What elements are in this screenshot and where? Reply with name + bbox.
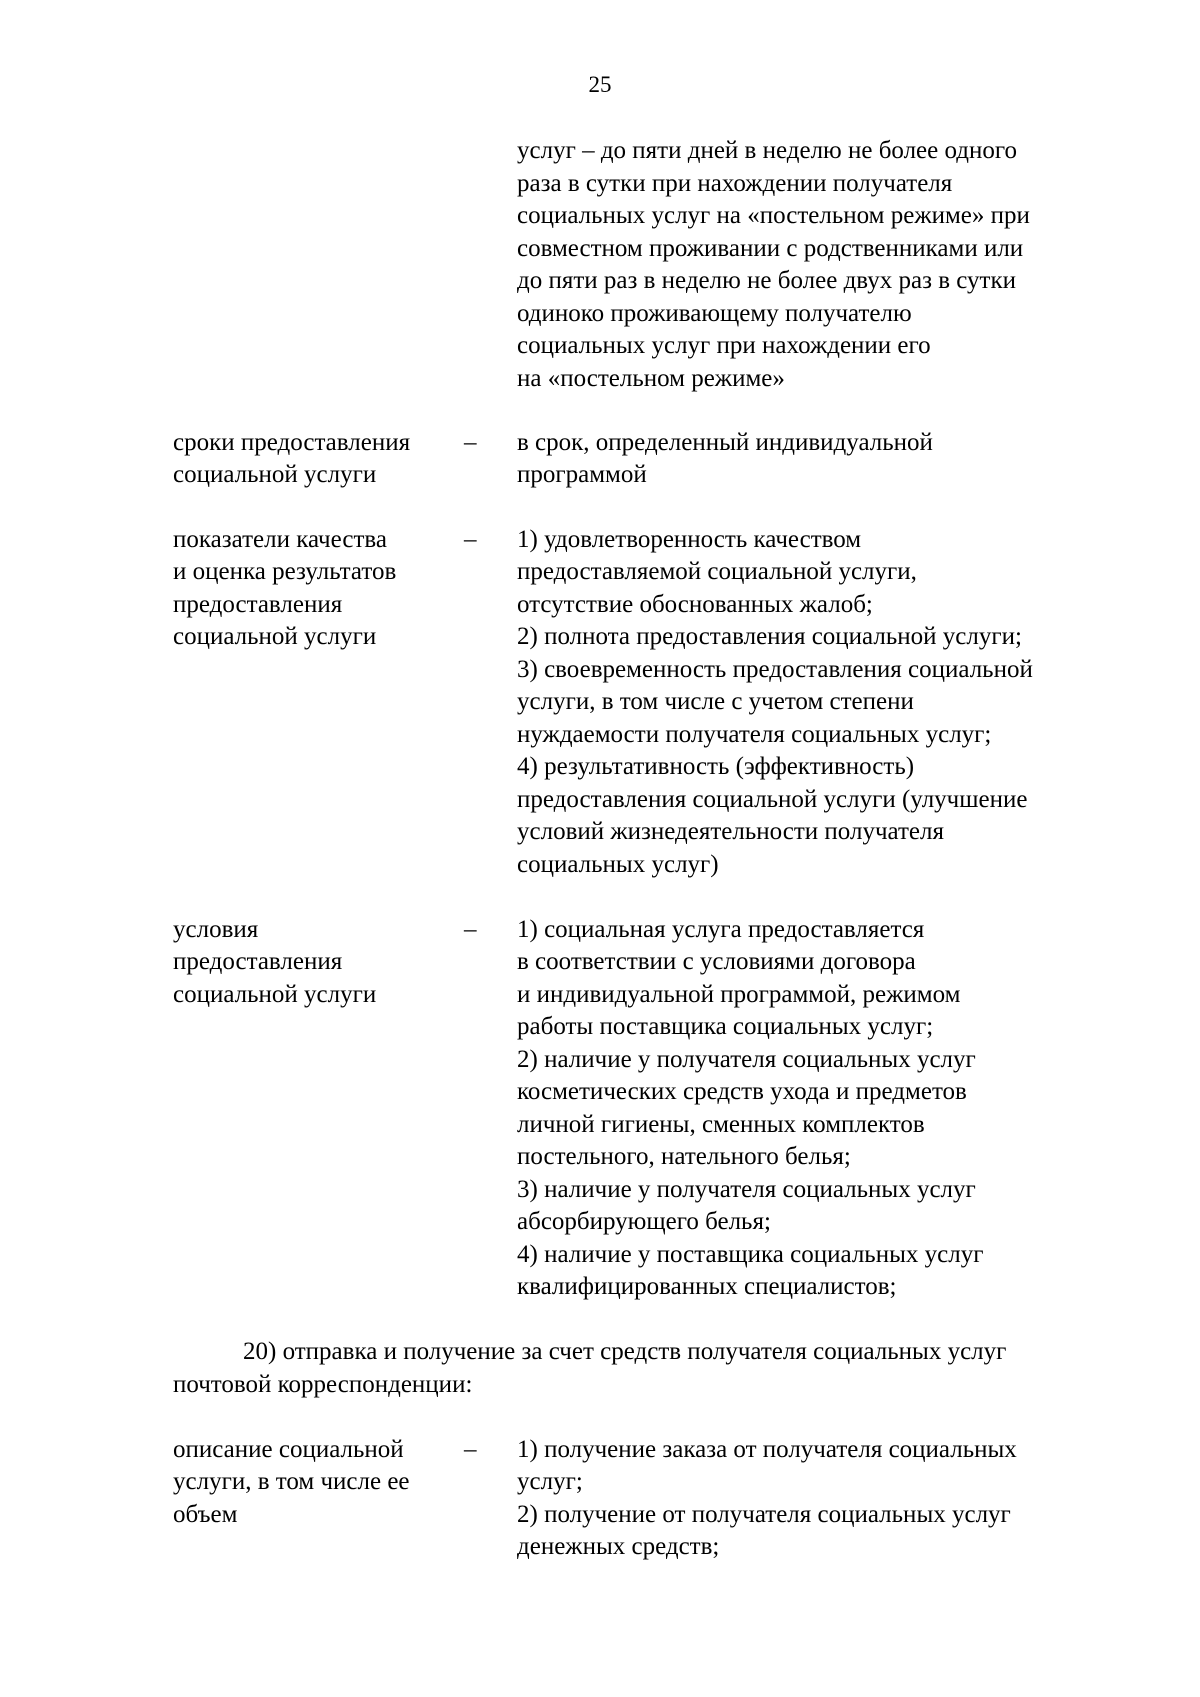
field-value: денежных средств; xyxy=(517,1533,720,1560)
field-label: сроки предоставления xyxy=(173,429,411,456)
field-value: 1) социальная услуга предоставляется xyxy=(517,916,925,943)
field-value: предоставления социальной услуги (улучшение xyxy=(517,786,1028,813)
field-value: 2) получение от получателя социальных услуг xyxy=(517,1501,1011,1528)
field-value: 4) результативность (эффективность) xyxy=(517,753,915,780)
field-value: абсорбирующего белья; xyxy=(517,1208,771,1235)
field-value: услуг; xyxy=(517,1468,583,1495)
field-value: работы поставщика социальных услуг; xyxy=(517,1013,934,1040)
field-label: предоставления xyxy=(173,948,343,975)
field-value: квалифицированных специалистов; xyxy=(517,1273,897,1300)
field-label: описание социальной xyxy=(173,1436,404,1463)
field-label: объем xyxy=(173,1501,238,1528)
field-value: и индивидуальной программой, режимом xyxy=(517,981,961,1008)
field-value: предоставляемой социальной услуги, xyxy=(517,558,917,585)
field-value: условий жизнедеятельности получателя xyxy=(517,818,944,845)
field-value: 1) получение заказа от получателя социальных xyxy=(517,1436,1017,1463)
field-label: социальной услуги xyxy=(173,981,377,1008)
dash-separator: – xyxy=(464,916,477,943)
field-value: личной гигиены, сменных комплектов xyxy=(517,1111,925,1138)
field-value: в соответствии с условиями договора xyxy=(517,948,916,975)
field-label: и оценка результатов xyxy=(173,558,397,585)
dash-separator: – xyxy=(464,526,477,553)
field-label: социальной услуги xyxy=(173,461,377,488)
text-line: одиноко проживающему получателю xyxy=(517,300,912,327)
field-value: 4) наличие у поставщика социальных услуг xyxy=(517,1241,984,1268)
text-line: на «постельном режиме» xyxy=(517,365,785,392)
field-value: программой xyxy=(517,461,647,488)
text-line: до пяти раз в неделю не более двух раз в сутки xyxy=(517,267,1016,294)
field-value: нуждаемости получателя социальных услуг; xyxy=(517,721,992,748)
section-heading-line: почтовой корреспонденции: xyxy=(173,1371,473,1398)
field-label: показатели качества xyxy=(173,526,387,553)
field-label: социальной услуги xyxy=(173,623,377,650)
field-value: 1) удовлетворенность качеством xyxy=(517,526,862,553)
field-value: в срок, определенный индивидуальной xyxy=(517,429,933,456)
field-value: 3) своевременность предоставления социальной xyxy=(517,656,1033,683)
field-label: предоставления xyxy=(173,591,343,618)
field-value: косметических средств ухода и предметов xyxy=(517,1078,967,1105)
text-line: совместном проживании с родственниками или xyxy=(517,235,1024,262)
text-line: социальных услуг при нахождении его xyxy=(517,332,931,359)
field-value: услуги, в том числе с учетом степени xyxy=(517,688,914,715)
dash-separator: – xyxy=(464,429,477,456)
page-number: 25 xyxy=(588,72,612,97)
field-value: 2) наличие у получателя социальных услуг xyxy=(517,1046,976,1073)
field-value: 2) полнота предоставления социальной услуги; xyxy=(517,623,1022,650)
section-heading-line: 20) отправка и получение за счет средств получателя социальных услуг xyxy=(243,1338,1007,1365)
field-label: услуги, в том числе ее xyxy=(173,1468,410,1495)
dash-separator: – xyxy=(464,1436,477,1463)
text-line: услуг – до пяти дней в неделю не более одного xyxy=(517,137,1018,164)
field-label: условия xyxy=(173,916,259,943)
field-value: отсутствие обоснованных жалоб; xyxy=(517,591,873,618)
text-line: социальных услуг на «постельном режиме» при xyxy=(517,202,1030,229)
field-value: социальных услуг) xyxy=(517,851,719,878)
field-value: 3) наличие у получателя социальных услуг xyxy=(517,1176,976,1203)
field-value: постельного, нательного белья; xyxy=(517,1143,851,1170)
text-line: раза в сутки при нахождении получателя xyxy=(517,170,953,197)
